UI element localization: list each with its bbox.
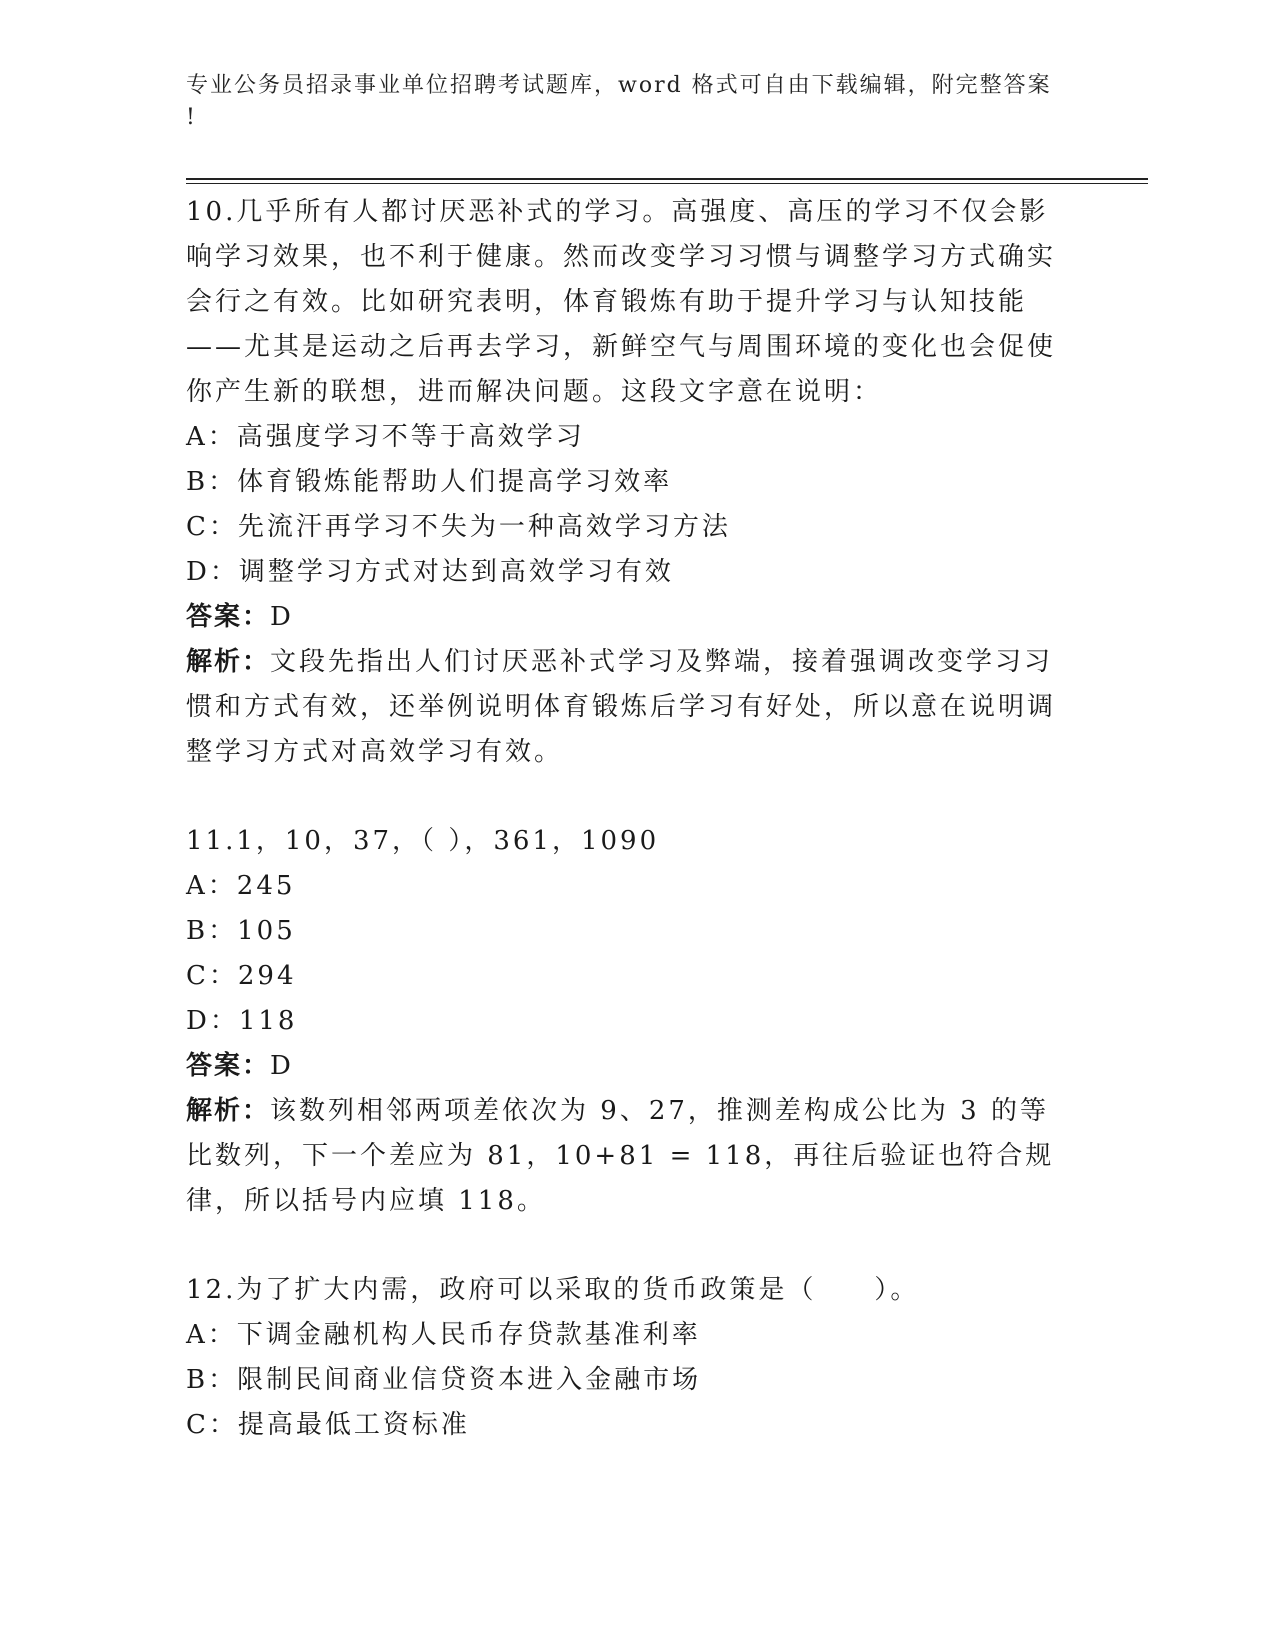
option-c: C：提高最低工资标准 [186, 1410, 470, 1440]
answer-value: D [270, 1051, 294, 1081]
answer-value: D [270, 602, 294, 632]
option-d: D：调整学习方式对达到高效学习有效 [186, 557, 674, 587]
option-b: B：体育锻炼能帮助人们提高学习效率 [186, 467, 673, 497]
question-stem: 10.几乎所有人都讨厌恶补式的学习。高强度、高压的学习不仅会影响学习效果，也不利于健康。然而改变学习习惯与调整学习方式确实会行之有效。比如研究表明，体育锻炼有助于提升学习与认知技能——尤其是运动之后再去学习，新鲜空气与周围环境的变化也会促使你产生新的联想，进而解决问题。这段文字意在说明： [186, 197, 1057, 407]
analysis-paragraph [186, 1089, 1066, 1224]
option-a: A：高强度学习不等于高效学习 [186, 422, 585, 452]
question-10 [186, 190, 1066, 775]
option-a: A：245 [186, 871, 296, 901]
answer-label: 答案： [186, 1051, 271, 1081]
header-rule-thick [186, 178, 1148, 180]
question-stem: 11.1，10，37，（ ），361，1090 [186, 826, 660, 856]
option-c: C：先流汗再学习不失为一种高效学习方法 [186, 512, 731, 542]
question-11 [186, 819, 1066, 1224]
analysis-text: 文段先指出人们讨厌恶补式学习及弊端，接着强调改变学习习惯和方式有效，还举例说明体育锻炼后学习有好处，所以意在说明调整学习方式对高效学习有效。 [186, 647, 1057, 767]
header-note [186, 70, 1066, 134]
analysis-label: 解析： [186, 1096, 271, 1126]
header-note-line2: ! [186, 105, 197, 130]
question-12 [186, 1268, 1066, 1448]
option-a: A：下调金融机构人民币存贷款基准利率 [186, 1320, 701, 1350]
analysis-text: 该数列相邻两项差依次为 9、27，推测差构成公比为 3 的等比数列，下一个差应为 81，10+81 = 118，再往后验证也符合规律，所以括号内应填 118。 [186, 1096, 1055, 1216]
question-list [186, 190, 1066, 1492]
answer-label: 答案： [186, 602, 271, 632]
option-d: D：118 [186, 1006, 298, 1036]
analysis-label: 解析： [186, 647, 271, 677]
analysis-paragraph [186, 640, 1066, 775]
option-b: B：105 [186, 916, 296, 946]
question-stem: 12.为了扩大内需，政府可以采取的货币政策是（ ）。 [186, 1275, 920, 1305]
header-rule-thin [186, 183, 1148, 184]
header-note-line1: 专业公务员招录事业单位招聘考试题库，word 格式可自由下载编辑，附完整答案 [186, 73, 1052, 98]
option-c: C：294 [186, 961, 297, 991]
answer-line [186, 1044, 1066, 1089]
option-b: B：限制民间商业信贷资本进入金融市场 [186, 1365, 702, 1395]
answer-line [186, 595, 1066, 640]
